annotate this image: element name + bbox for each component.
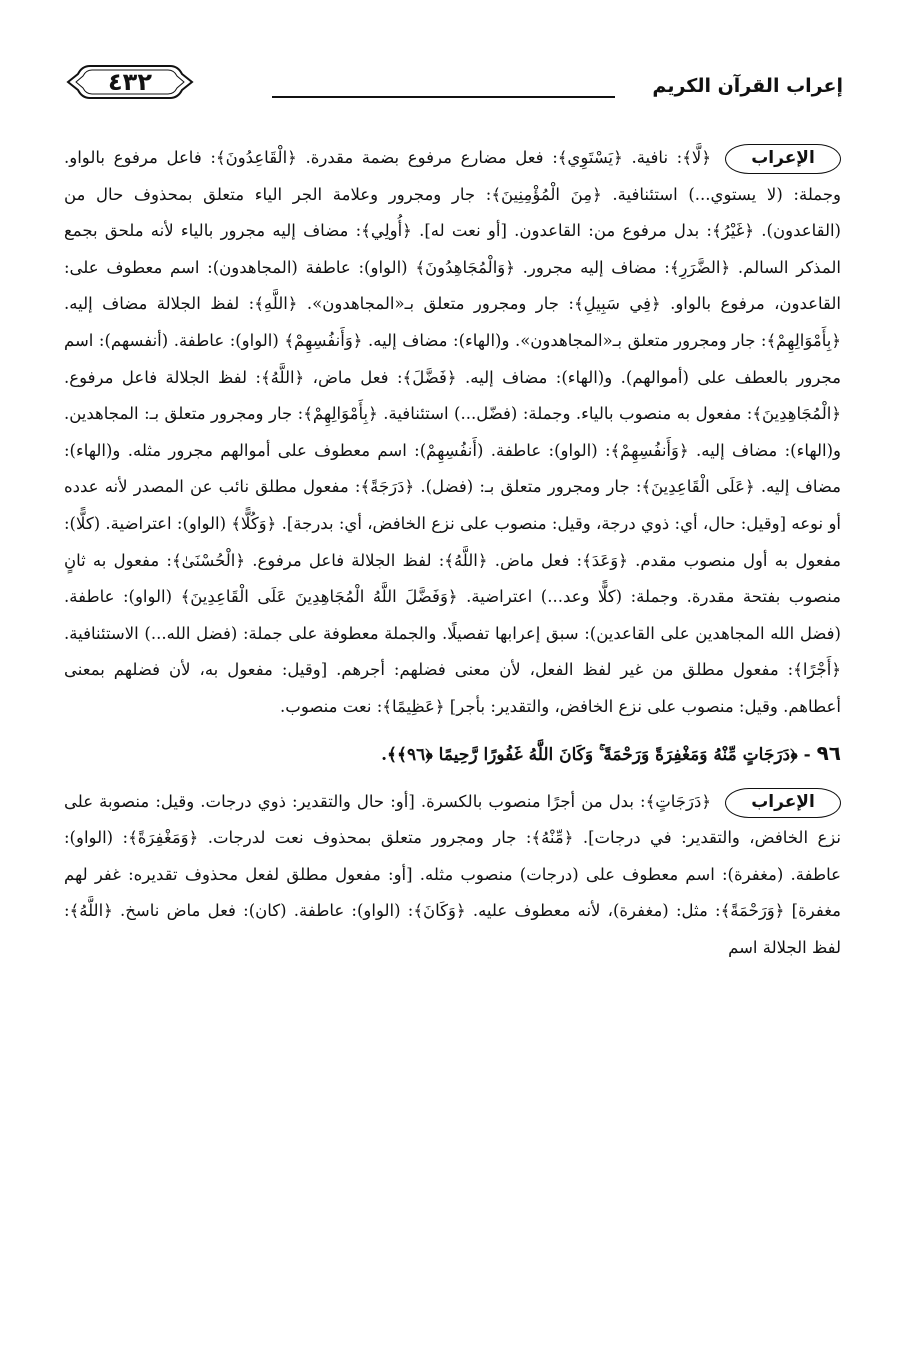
irab-text: ﴿لَّا﴾: نافية. ﴿يَسْتَوِي﴾: فعل مضارع مرفوع بضمة مقدرة. ﴿الْقَاعِدُونَ﴾: فاعل مرفوع بالواو. وجملة: (لا يستوي...) استئنافية. ﴿مِنَ الْمُؤْمِنِينَ﴾: جار ومجرور وعلامة الجر الياء متعلق بمحذوف حال من (القاعدون). ﴿غَيْرُ﴾: بدل مرفوع من: القاعدون. [أو نعت له]. ﴿أُولِي﴾: مضاف إليه مجرور بالياء لأنه ملحق بجمع المذكر السالم. ﴿الضَّرَرِ﴾: مضاف إليه مجرور. ﴿وَالْمُجَاهِدُونَ﴾ (الواو): عاطفة (المجاهدون): اسم معطوف على: القاعدون، مرفوع بالواو. ﴿فِي سَبِيلِ﴾: جار ومجرور متعلق بـ«المجاهدون». ﴿اللَّهِ﴾: لفظ الجلالة مضاف إليه. ﴿بِأَمْوَالِهِمْ﴾: جار ومجرور متعلق بـ«المجاهدون». و(الهاء): مضاف إليه. ﴿وَأَنفُسِهِمْ﴾ (الواو): عاطفة. (أنفسهم): اسم مجرور بالعطف على (أموالهم). و(الهاء): مضاف إليه. ﴿فَضَّلَ﴾: فعل ماض، ﴿اللَّهُ﴾: لفظ الجلالة فاعل مرفوع. ﴿الْمُجَاهِدِينَ﴾: مفعول به منصوب بالياء. وجملة: (فضّل...) استئنافية. ﴿بِأَمْوَالِهِمْ﴾: جار ومجرور متعلق بـ: المجاهدين. و(الهاء): مضاف إليه. ﴿وَأَنفُسِهِمْ﴾: (الواو): عاطفة. (أَنفُسِهِمْ): اسم معطوف على أموالهم مجرور مثله. و(الهاء): مضاف إليه. ﴿عَلَى الْقَاعِدِينَ﴾: جار ومجرور متعلق بـ: (فضل). ﴿دَرَجَةً﴾: مفعول مطلق نائب عن المصدر لأنه عدده أو نوعه [وقيل: حال، أي: ذوي درجة، وقيل: منصوب على نزع الخافض، أي: بدرجة]. ﴿وَكُلًّا﴾ (الواو): اعتراضية. (كلًّا): مفعول به أول منصوب مقدم. ﴿وَعَدَ﴾: فعل ماض. ﴿اللَّهُ﴾: لفظ الجلالة فاعل مرفوع. ﴿الْحُسْنَىٰ﴾: مفعول به ثانٍ منصوب بفتحة مقدرة. وجملة: (كلًّا وعد...) اعتراضية. ﴿وَفَضَّلَ اللَّهُ الْمُجَاهِدِينَ عَلَى الْقَاعِدِينَ﴾ (الواو): عاطفة. (فضل الله المجاهدين على القاعدين): سبق إعرابها تفصيلًا. والجملة معطوفة على جملة: (فضل الله...) الاستئنافية. ﴿أَجْرًا﴾: مفعول مطلق من غير لفظ الفعل، لأن معنى فضلهم: أجرهم. [وقيل: مفعول به، لأن فضلهم بمعنى أعطاهم. وقيل: منصوب على نزع الخافض، والتقدير: بأجر] ﴿عَظِيمًا﴾: نعت منصوب. [64, 148, 841, 716]
irab-text: ﴿دَرَجَاتٍ﴾: بدل من أجرًا منصوب بالكسرة. [أو: حال والتقدير: ذوي درجات. وقيل: منصوبة على نزع الخافض، والتقدير: في درجات]. ﴿مِّنْهُ﴾: جار ومجرور متعلق بمحذوف نعت لدرجات. ﴿وَمَغْفِرَةً﴾: (الواو): عاطفة. (مغفرة): اسم معطوف على (درجات) منصوب مثله. [أو: مفعول مطلق لفعل محذوف تقديره: غفر لهم مغفرة] ﴿وَرَحْمَةً﴾: مثل: (مغفرة)، لأنه معطوف عليه. ﴿وَكَانَ﴾: (الواو): عاطفة. (كان): فعل ماض ناسخ. ﴿اللَّهُ﴾: لفظ الجلالة اسم [64, 791, 841, 957]
verse-text: ﴿دَرَجَاتٍ مِّنْهُ وَمَغْفِرَةً وَرَحْمَةً ۚ وَكَانَ اللَّهُ غَفُورًا رَّحِيمًا ﴿٩٦﴾﴾. [381, 744, 798, 765]
irab-label: الإعراب [725, 144, 841, 174]
verse-number: ٩٦ [816, 740, 841, 765]
page-number: ٤٣٢ [108, 68, 152, 96]
page-number-ornament [60, 62, 200, 102]
irab-label: الإعراب [725, 788, 841, 818]
header-rule [272, 96, 615, 98]
page-header [60, 62, 843, 104]
quran-verse [64, 736, 841, 772]
page-content [64, 140, 841, 1342]
irab-section-2 [64, 784, 841, 967]
book-title: إعراب القرآن الكريم [652, 75, 843, 97]
verse-dash: - [797, 744, 811, 765]
irab-section-1 [64, 140, 841, 726]
